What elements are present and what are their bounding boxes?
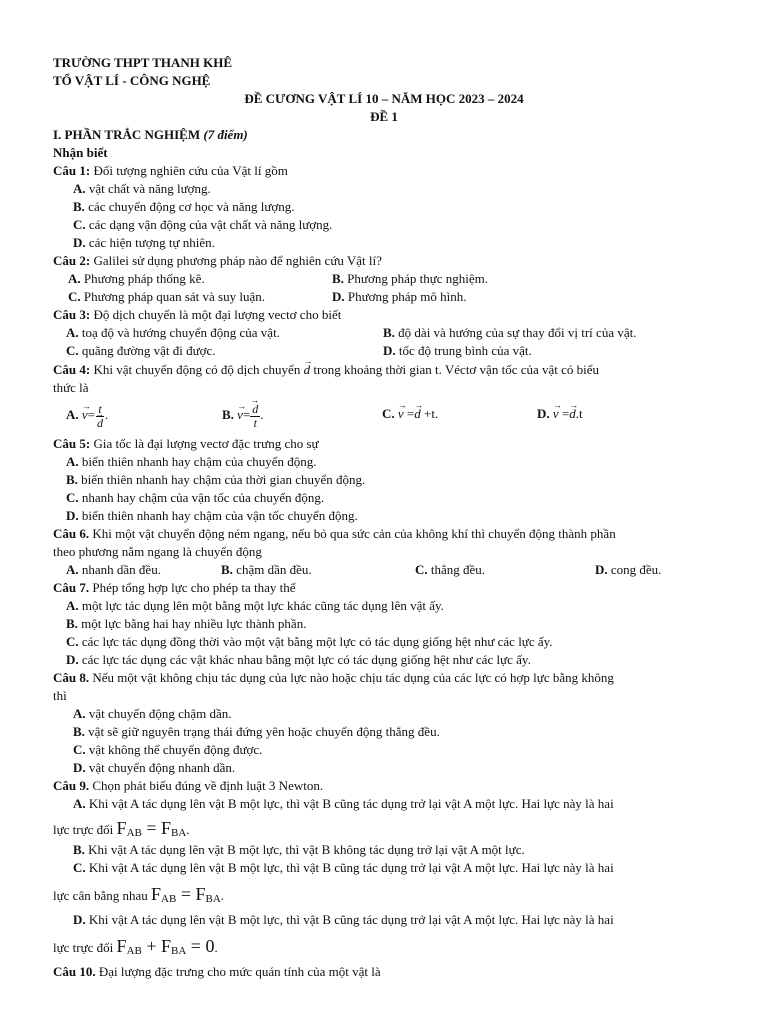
equals-sign: = xyxy=(406,406,415,421)
question-8-text: Nếu một vật không chịu tác dụng của lực nào hoặc chịu tác dụng của các lực có hợp lực bằng không xyxy=(92,670,614,685)
q8-option-c xyxy=(73,742,262,758)
option-text: Phương pháp quan sát và suy luận. xyxy=(83,289,265,304)
equals-sign: = xyxy=(561,406,570,421)
q2-option-d xyxy=(332,289,467,305)
question-6-text: Khi một vật chuyển động ném ngang, nếu bỏ qua sức cản của không khí thì chuyển động thành phần xyxy=(92,526,616,541)
q9-option-a xyxy=(73,796,614,812)
section-points: (7 điểm) xyxy=(203,127,248,142)
velocity-vector: → v xyxy=(237,400,243,430)
section-title: I. PHẦN TRẮC NGHIỆM xyxy=(53,127,201,142)
option-text: nhanh hay chậm của vận tốc của chuyển động. xyxy=(81,490,325,505)
question-9-label: Câu 9. xyxy=(53,778,90,793)
q2-option-b xyxy=(332,271,488,287)
question-7 xyxy=(53,580,295,596)
question-2-label: Câu 2: xyxy=(53,253,91,268)
equals-sign: = xyxy=(146,818,157,838)
question-3 xyxy=(53,307,341,323)
question-6 xyxy=(53,526,616,542)
q7-option-b xyxy=(66,616,306,632)
option-letter: C. xyxy=(73,742,86,757)
question-6-line2: theo phương nằm ngang là chuyển động xyxy=(53,544,262,559)
question-6-label: Câu 6. xyxy=(53,526,90,541)
option-text: cong đều. xyxy=(610,562,662,577)
option-letter: C. xyxy=(73,860,86,875)
force-subscript: AB xyxy=(126,827,142,839)
option-letter: A. xyxy=(66,562,79,577)
option-letter: D. xyxy=(383,343,396,358)
q8-option-a xyxy=(73,706,231,722)
option-text: các lực tác dụng các vật khác nhau bằng một lực có tác dụng giống hệt như các lực ấy. xyxy=(81,652,531,667)
question-10-label: Câu 10. xyxy=(53,964,96,979)
q4-option-b xyxy=(222,400,264,430)
equals-sign: = xyxy=(190,936,201,956)
question-5-label: Câu 5: xyxy=(53,436,91,451)
q9-option-d-line2 xyxy=(53,934,218,963)
plus-t: +t. xyxy=(424,406,439,421)
equals-sign: = xyxy=(87,407,96,422)
question-10-text: Đại lượng đặc trưng cho mức quán tính của một vật là xyxy=(98,964,381,979)
q6-option-b xyxy=(221,562,312,578)
option-text: vật chuyển động chậm dần. xyxy=(88,706,232,721)
question-2-text: Galilei sử dụng phương pháp nào để nghiên cứu Vật lí? xyxy=(93,253,382,268)
q9-option-a-line2 xyxy=(53,816,190,845)
option-letter: A. xyxy=(68,271,81,286)
option-letter: D. xyxy=(73,760,86,775)
option-letter: C. xyxy=(415,562,428,577)
option-letter: B. xyxy=(73,199,85,214)
force-symbol: F xyxy=(195,884,206,904)
q5-option-c xyxy=(66,490,324,506)
q4-option-c xyxy=(382,406,438,422)
velocity-vector: → v xyxy=(553,406,559,422)
force-subscript: AB xyxy=(126,945,142,957)
velocity-vector: → v xyxy=(82,400,88,430)
option-text: vật chuyển động nhanh dần. xyxy=(88,760,236,775)
zero: 0 xyxy=(205,936,215,956)
option-letter: C. xyxy=(66,490,79,505)
period: . xyxy=(186,822,190,837)
option-letter: A. xyxy=(66,454,79,469)
period: . xyxy=(214,940,218,955)
equals-sign: = xyxy=(242,407,251,422)
q1-option-a xyxy=(73,181,211,197)
period: . xyxy=(105,407,109,422)
option-letter: C. xyxy=(66,343,79,358)
level-heading: Nhận biết xyxy=(53,145,108,160)
option-text: vật chất và năng lượng. xyxy=(88,181,211,196)
q1-option-b xyxy=(73,199,295,215)
period: . xyxy=(260,407,264,422)
q3-option-c xyxy=(66,343,216,359)
displacement-vector: → d xyxy=(304,362,311,378)
equation-d xyxy=(116,936,218,957)
option-text: biến thiên nhanh hay chậm của thời gian chuyển động. xyxy=(81,472,366,487)
option-text: Phương pháp thực nghiệm. xyxy=(347,271,489,286)
option-text: Khi vật A tác dụng lên vật B một lực, thì vật B cũng tác dụng trở lại vật A một lực. Hai lực này là hai xyxy=(88,860,614,875)
question-5-text: Gia tốc là đại lượng vectơ đặc trưng cho sự xyxy=(93,436,319,451)
option-letter: A. xyxy=(73,706,86,721)
option-letter: C. xyxy=(68,289,81,304)
section-heading xyxy=(53,127,248,143)
option-letter: B. xyxy=(383,325,395,340)
option-text: Khi vật A tác dụng lên vật B một lực, thì vật B cũng tác dụng trở lại vật A một lực. Hai lực này là hai xyxy=(88,912,614,927)
option-text: Phương pháp mô hình. xyxy=(347,289,467,304)
option-text: lực cân bằng nhau xyxy=(53,888,148,903)
force-symbol: F xyxy=(161,818,172,838)
q8-option-d xyxy=(73,760,235,776)
option-text: các chuyển động cơ học và năng lượng. xyxy=(88,199,295,214)
question-9 xyxy=(53,778,323,794)
q7-option-c xyxy=(66,634,553,650)
option-letter: A. xyxy=(66,325,79,340)
question-4 xyxy=(53,362,599,378)
option-text: các lực tác dụng đồng thời vào một vật bằng một lực có tác dụng giống hệt như các lực ấy. xyxy=(81,634,553,649)
option-letter: C. xyxy=(73,217,86,232)
question-8 xyxy=(53,670,614,686)
option-text: toạ độ và hướng chuyển động của vật. xyxy=(81,325,280,340)
q7-option-a xyxy=(66,598,444,614)
q1-option-c xyxy=(73,217,332,233)
displacement-vector: → d xyxy=(414,406,421,422)
option-letter: C. xyxy=(66,634,79,649)
question-7-text: Phép tổng hợp lực cho phép ta thay thế xyxy=(92,580,296,595)
question-4-label: Câu 4: xyxy=(53,362,91,377)
option-text: Khi vật A tác dụng lên vật B một lực, thì vật B không tác dụng trở lại vật A một lực. xyxy=(88,842,525,857)
q2-option-a xyxy=(68,271,205,287)
q5-option-a xyxy=(66,454,317,470)
velocity-vector: → v xyxy=(398,406,404,422)
force-symbol: F xyxy=(161,936,172,956)
option-text: chậm dần đều. xyxy=(236,562,312,577)
displacement-vector: → d xyxy=(569,406,576,422)
fraction-denominator: → d xyxy=(95,417,105,430)
q5-option-d xyxy=(66,508,358,524)
question-1-text: Đối tượng nghiên cứu của Vật lí gồm xyxy=(93,163,288,178)
option-text: thẳng đều. xyxy=(430,562,486,577)
option-text: biến thiên nhanh hay chậm của chuyển động. xyxy=(81,454,317,469)
q9-option-c-line2 xyxy=(53,882,224,911)
force-symbol: F xyxy=(151,884,162,904)
option-text: độ dài và hướng của sự thay đổi vị trí của vật. xyxy=(398,325,637,340)
option-letter: B. xyxy=(332,271,344,286)
fraction-t-over-d xyxy=(95,403,105,430)
option-letter: B. xyxy=(66,616,78,631)
q7-option-d xyxy=(66,652,531,668)
equation-a xyxy=(116,818,190,839)
document-title: ĐỀ CƯƠNG VẬT LÍ 10 – NĂM HỌC 2023 – 2024 xyxy=(244,91,524,106)
option-text: lực trực đối xyxy=(53,940,114,955)
question-9-text: Chọn phát biểu đúng về định luật 3 Newton. xyxy=(92,778,324,793)
q9-option-b xyxy=(73,842,525,858)
question-4-text: Khi vật chuyển động có độ dịch chuyển xyxy=(93,362,301,377)
option-letter: C. xyxy=(382,406,395,421)
q6-option-d xyxy=(595,562,661,578)
q3-option-b xyxy=(383,325,636,341)
department-name: TỔ VẬT LÍ - CÔNG NGHỆ xyxy=(53,73,211,88)
fraction-denominator: t xyxy=(253,415,257,430)
fraction-d-over-t xyxy=(250,403,260,430)
q2-option-c xyxy=(68,289,265,305)
q3-option-a xyxy=(66,325,280,341)
question-1-label: Câu 1: xyxy=(53,163,91,178)
option-text: tốc độ trung bình của vật. xyxy=(398,343,532,358)
option-letter: D. xyxy=(73,912,86,927)
question-3-label: Câu 3: xyxy=(53,307,91,322)
question-8-label: Câu 8. xyxy=(53,670,90,685)
equation-c xyxy=(151,884,221,904)
question-4-line2: thức là xyxy=(53,380,89,395)
option-letter: A. xyxy=(66,407,79,422)
question-3-text: Độ dịch chuyển là một đại lượng vectơ cho biết xyxy=(93,307,342,322)
option-text: nhanh dần đều. xyxy=(81,562,161,577)
option-text: quãng đường vật đi được. xyxy=(81,343,216,358)
option-letter: B. xyxy=(221,562,233,577)
q5-option-b xyxy=(66,472,365,488)
q4-option-a xyxy=(66,400,108,430)
force-symbol: F xyxy=(116,936,127,956)
option-text: Phương pháp thống kê. xyxy=(83,271,205,286)
force-symbol: F xyxy=(116,818,127,838)
option-letter: D. xyxy=(66,652,79,667)
option-letter: D. xyxy=(66,508,79,523)
force-subscript: BA xyxy=(171,945,187,957)
option-text: một lực bằng hai hay nhiều lực thành phần. xyxy=(81,616,307,631)
q6-option-a xyxy=(66,562,161,578)
option-letter: B. xyxy=(73,724,85,739)
fraction-numerator: t xyxy=(98,401,102,416)
option-letter: B. xyxy=(73,842,85,857)
option-text: một lực tác dụng lên một bằng một lực khác cũng tác dụng lên vật ấy. xyxy=(81,598,444,613)
question-8-line2: thì xyxy=(53,688,67,703)
option-text: các dạng vận động của vật chất và năng lượng. xyxy=(88,217,333,232)
question-2 xyxy=(53,253,382,269)
plus-sign: + xyxy=(146,936,157,956)
option-text: vật không thể chuyển động được. xyxy=(88,742,263,757)
option-letter: A. xyxy=(73,796,86,811)
school-name: TRƯỜNG THPT THANH KHÊ xyxy=(53,55,233,70)
option-letter: B. xyxy=(66,472,78,487)
question-4-text-cont: trong khoảng thời gian t. Véctơ vận tốc của vật có biểu xyxy=(313,362,600,377)
period: . xyxy=(220,888,225,903)
option-letter: D. xyxy=(73,235,86,250)
question-7-label: Câu 7. xyxy=(53,580,90,595)
q6-option-c xyxy=(415,562,485,578)
option-text: các hiện tượng tự nhiên. xyxy=(88,235,215,250)
force-subscript: BA xyxy=(171,827,187,839)
option-text: lực trực đối xyxy=(53,822,114,837)
q3-option-d xyxy=(383,343,532,359)
option-letter: A. xyxy=(73,181,86,196)
option-text: biến thiên nhanh hay chậm của vận tốc chuyển động. xyxy=(81,508,358,523)
option-letter: A. xyxy=(66,598,79,613)
option-text: vật sẽ giữ nguyên trạng thái đứng yên hoặc chuyển động thẳng đều. xyxy=(88,724,440,739)
q9-option-d xyxy=(73,912,614,928)
question-10 xyxy=(53,964,381,980)
option-text: Khi vật A tác dụng lên vật B một lực, thì vật B cũng tác dụng trở lại vật A một lực. Hai lực này là hai xyxy=(88,796,614,811)
option-letter: B. xyxy=(222,407,234,422)
q8-option-b xyxy=(73,724,440,740)
q9-option-c xyxy=(73,860,614,876)
exam-number: ĐỀ 1 xyxy=(370,109,398,124)
q1-option-d xyxy=(73,235,215,251)
question-5 xyxy=(53,436,319,452)
option-letter: D. xyxy=(332,289,345,304)
equals-sign: = xyxy=(180,884,191,904)
option-letter: D. xyxy=(595,562,608,577)
dot-t: .t xyxy=(575,406,583,421)
q4-option-d xyxy=(537,406,583,422)
force-subscript: AB xyxy=(161,893,177,905)
question-1 xyxy=(53,163,288,179)
fraction-numerator: → d xyxy=(250,403,260,417)
force-subscript: BA xyxy=(205,893,221,905)
option-letter: D. xyxy=(537,406,550,421)
